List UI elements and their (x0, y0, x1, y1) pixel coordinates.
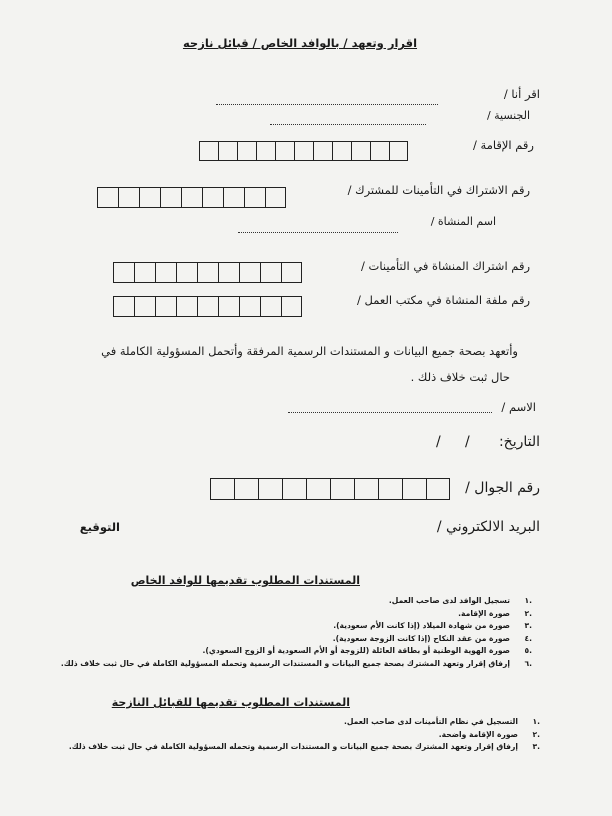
name-field[interactable] (216, 104, 438, 105)
list-item: .٢ صورة الإقامة واضحة. (438, 729, 540, 739)
establishment-insurance-label: رقم اشتراك المنشاة في التأمينات / (361, 259, 530, 273)
list-item: .٢ صورة الإقامة. (458, 608, 532, 618)
list-item: .١ تسجيل الوافد لدى صاحب العمل. (388, 596, 532, 605)
mobile-label: رقم الجوال / (465, 480, 540, 496)
date-label: التاريخ: (498, 434, 540, 450)
list-item: .٥ صورة الهوية الوطنية أو بطاقة العائلة (للزوجة أو الأم السعودية أو الزوج السعودي). (202, 646, 532, 656)
nationality-label: الجنسية / (486, 109, 530, 122)
list-item: .٣ صورة من شهادة الميلاد (إذا كانت الأم سعودية). (333, 621, 532, 631)
establishment-name-field[interactable] (238, 232, 398, 233)
page-title: اقرار وتعهد / بالوافد الخاص / قبائل نازحه (182, 36, 418, 50)
section-1-title: المستندات المطلوب تقديمها للوافد الخاص (130, 574, 360, 587)
name-label: اقر أنا / (503, 87, 540, 101)
subscriber-insurance-boxes[interactable] (97, 187, 286, 208)
section-2-title: المستندات المطلوب تقديمها للقبائل النازحة (111, 696, 350, 709)
signature-label: التوقيع (79, 520, 120, 534)
list-item: .٤ صورة من عقد النكاح (إذا كانت الزوجة سعودية). (332, 633, 532, 643)
section-2-list (70, 716, 540, 754)
establishment-insurance-boxes[interactable] (113, 262, 302, 283)
list-item: .٦ إرفاق إقرار وتعهد المشترك بصحة جميع البيانات و المستندات الرسمية وتحمله المسؤولية الكاملة في حال ثبت خلاف ذلك. (60, 658, 532, 668)
email-label: البريد الالكتروني / (436, 519, 540, 535)
residency-label: رقم الإقامة / (473, 138, 534, 152)
labor-office-file-boxes[interactable] (113, 296, 302, 317)
labor-office-file-label: رقم ملفة المنشاة في مكتب العمل / (356, 293, 530, 307)
section-1-list (60, 595, 532, 671)
list-item: .١ التسجيل في نظام التأمينات لدى صاحب العمل. (344, 717, 540, 726)
date-separator: / (465, 434, 470, 450)
signer-name-label: الاسم / (501, 400, 536, 414)
date-separator: / (436, 434, 441, 450)
mobile-boxes[interactable] (210, 478, 450, 500)
subscriber-insurance-label: رقم الاشتراك في التأمينات للمشترك / (347, 183, 530, 197)
pledge-line-1: وأتعهد بصحة جميع البيانات و المستندات الرسمية المرفقة وأتحمل المسؤولية الكاملة في (101, 344, 518, 358)
establishment-name-label: اسم المنشاة / (430, 215, 496, 228)
nationality-field[interactable] (270, 124, 426, 125)
signer-name-field[interactable] (288, 412, 492, 413)
list-item: .٣ إرفاق إقرار وتعهد المشترك بصحة جميع البيانات و المستندات الرسمية وتحمله المسؤولية الكاملة في حال ثبت خلاف ذلك. (68, 742, 540, 752)
residency-boxes[interactable] (199, 141, 408, 161)
pledge-line-2: حال ثبت خلاف ذلك . (410, 370, 510, 384)
